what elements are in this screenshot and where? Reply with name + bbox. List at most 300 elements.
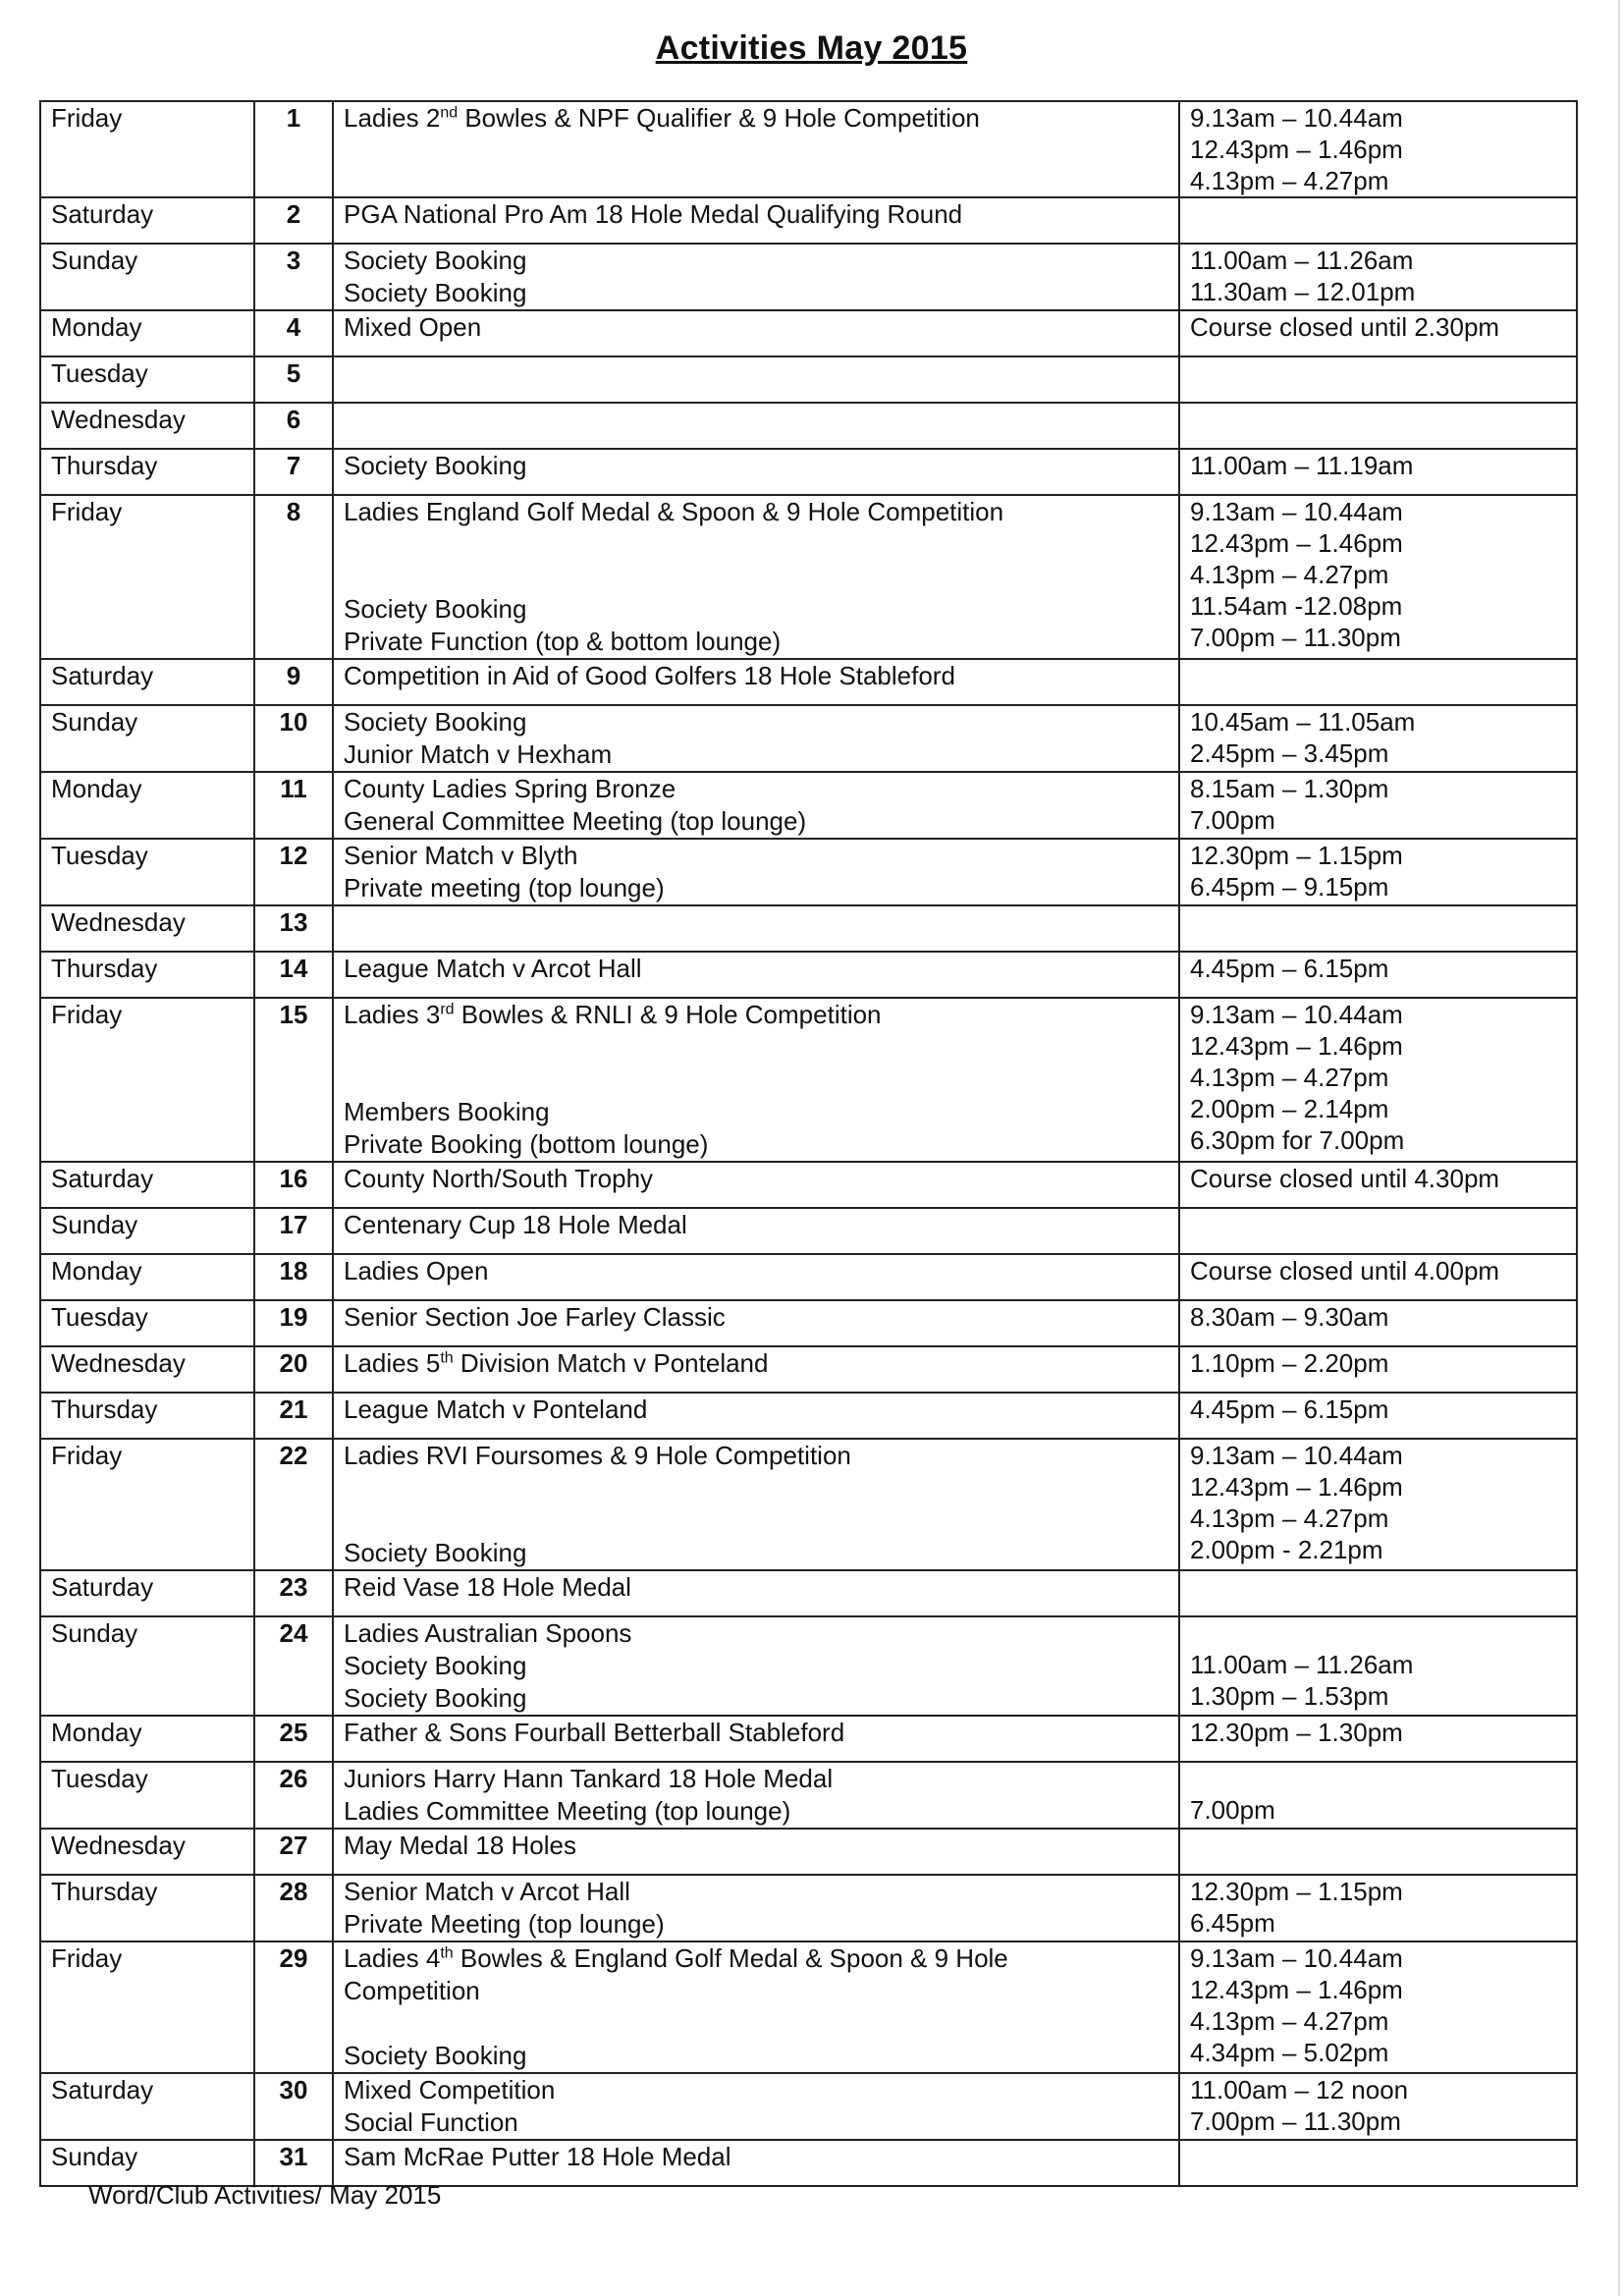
event-text: Ladies RVI Foursomes & 9 Hole Competition — [344, 1441, 851, 1470]
table-row — [40, 449, 1577, 495]
event-cell — [333, 244, 1179, 310]
day-cell: Thursday — [40, 449, 254, 495]
event-cell — [333, 952, 1179, 998]
time-line: 2.00pm – 2.14pm — [1190, 1094, 1389, 1123]
time-cell — [1179, 1300, 1577, 1346]
date-cell: 19 — [254, 1300, 333, 1346]
event-text: County Ladies Spring Bronze — [344, 774, 676, 803]
time-cell — [1179, 659, 1577, 705]
event-text: Ladies 5 — [344, 1348, 441, 1378]
time-cell — [1179, 495, 1577, 659]
time-cell — [1179, 1941, 1577, 2073]
ordinal-suffix: th — [440, 1944, 454, 1962]
event-cell — [333, 1616, 1179, 1716]
table-row — [40, 1162, 1577, 1208]
event-line — [344, 1717, 1168, 1749]
time-cell — [1179, 449, 1577, 495]
date-cell: 12 — [254, 839, 333, 905]
event-line — [344, 1876, 1168, 1908]
event-text: Junior Match v Hexham — [344, 739, 613, 769]
time-line: 4.13pm – 4.27pm — [1190, 166, 1389, 195]
table-row — [40, 403, 1577, 449]
date-cell: 28 — [254, 1875, 333, 1941]
time-line: 7.00pm — [1190, 805, 1275, 835]
time-cell — [1179, 772, 1577, 839]
day-cell: Monday — [40, 772, 254, 839]
time-line: 11.00am – 11.26am — [1190, 246, 1414, 275]
day-cell: Friday — [40, 998, 254, 1162]
event-text: Society Booking — [344, 1538, 527, 1567]
time-line: 2.00pm - 2.21pm — [1190, 1535, 1383, 1564]
time-line: 6.30pm for 7.00pm — [1190, 1125, 1405, 1155]
event-text: Private Function (top & bottom lounge) — [344, 627, 782, 656]
table-row — [40, 1254, 1577, 1300]
time-line: 8.15am – 1.30pm — [1190, 774, 1389, 803]
time-cell — [1179, 705, 1577, 772]
event-line — [344, 626, 1168, 658]
time-line: 12.30pm – 1.30pm — [1190, 1718, 1403, 1747]
day-cell: Monday — [40, 1716, 254, 1762]
date-cell: 11 — [254, 772, 333, 839]
event-cell — [333, 2073, 1179, 2140]
date-cell: 4 — [254, 310, 333, 356]
date-cell: 25 — [254, 1716, 333, 1762]
event-cell — [333, 1393, 1179, 1439]
table-row — [40, 101, 1577, 197]
day-cell: Wednesday — [40, 1829, 254, 1875]
day-cell: Friday — [40, 1941, 254, 2073]
time-cell — [1179, 101, 1577, 197]
table-row — [40, 1762, 1577, 1829]
time-line: 4.13pm – 4.27pm — [1190, 2006, 1389, 2036]
event-text: Competition in Aid of Good Golfers 18 Hole Stableford — [344, 661, 955, 690]
event-line — [344, 953, 1168, 985]
time-line: 12.43pm – 1.46pm — [1190, 135, 1403, 164]
date-cell: 17 — [254, 1208, 333, 1254]
time-cell — [1179, 1254, 1577, 1300]
time-line: 9.13am – 10.44am — [1190, 1943, 1403, 1973]
table-row — [40, 244, 1577, 310]
table-row — [40, 1346, 1577, 1393]
time-line: 12.43pm – 1.46pm — [1190, 528, 1403, 558]
event-text: League Match v Ponteland — [344, 1394, 648, 1424]
event-text: Ladies 2 — [344, 103, 441, 133]
table-row — [40, 197, 1577, 244]
event-cell — [333, 905, 1179, 952]
event-line — [344, 1031, 1168, 1064]
time-line: 1.30pm – 1.53pm — [1190, 1681, 1389, 1711]
date-cell: 26 — [254, 1762, 333, 1829]
event-text: Society Booking — [344, 246, 527, 275]
event-text: General Committee Meeting (top lounge) — [344, 806, 807, 836]
table-row — [40, 1941, 1577, 2073]
time-line: 11.00am – 12 noon — [1190, 2075, 1409, 2105]
time-cell — [1179, 839, 1577, 905]
time-line: 11.30am – 12.01pm — [1190, 277, 1416, 306]
date-cell: 29 — [254, 1941, 333, 2073]
day-cell: Tuesday — [40, 356, 254, 403]
event-text: Ladies England Golf Medal & Spoon & 9 Hole Competition — [344, 497, 1004, 526]
table-row — [40, 905, 1577, 952]
event-text: Society Booking — [344, 2041, 527, 2070]
event-line — [344, 1301, 1168, 1334]
event-line — [344, 277, 1168, 309]
time-line: 4.13pm – 4.27pm — [1190, 560, 1389, 589]
event-line — [344, 593, 1168, 626]
time-cell — [1179, 905, 1577, 952]
event-line — [344, 496, 1168, 528]
event-text: Ladies Open — [344, 1256, 489, 1285]
table-row — [40, 495, 1577, 659]
event-cell — [333, 1875, 1179, 1941]
time-line: 8.30am – 9.30am — [1190, 1302, 1389, 1332]
time-cell — [1179, 1346, 1577, 1393]
date-cell: 23 — [254, 1570, 333, 1616]
event-line — [344, 561, 1168, 593]
time-line: 4.13pm – 4.27pm — [1190, 1063, 1389, 1092]
day-cell: Tuesday — [40, 839, 254, 905]
event-cell — [333, 495, 1179, 659]
day-cell: Friday — [40, 1439, 254, 1570]
event-line — [344, 1347, 1168, 1380]
event-line — [344, 2040, 1168, 2072]
day-cell: Wednesday — [40, 403, 254, 449]
table-row — [40, 1300, 1577, 1346]
event-text: Ladies 3 — [344, 1000, 441, 1029]
event-text: Ladies Committee Meeting (top lounge) — [344, 1796, 791, 1826]
event-line — [344, 1650, 1168, 1682]
event-cell — [333, 1941, 1179, 2073]
event-text: Reid Vase 18 Hole Medal — [344, 1572, 631, 1602]
time-line — [1190, 1617, 1566, 1649]
time-line: 11.00am – 11.26am — [1190, 1650, 1414, 1679]
date-cell: 18 — [254, 1254, 333, 1300]
date-cell: 15 — [254, 998, 333, 1162]
date-cell: 27 — [254, 1829, 333, 1875]
day-cell: Sunday — [40, 1208, 254, 1254]
event-line — [344, 1682, 1168, 1715]
event-line — [344, 1064, 1168, 1096]
activities-table — [39, 100, 1578, 2187]
event-line — [344, 872, 1168, 904]
date-cell: 10 — [254, 705, 333, 772]
day-cell: Sunday — [40, 244, 254, 310]
time-cell — [1179, 197, 1577, 244]
time-cell — [1179, 1616, 1577, 1716]
event-text: Society Booking — [344, 1651, 527, 1680]
time-cell — [1179, 1393, 1577, 1439]
event-text: County North/South Trophy — [344, 1164, 654, 1193]
event-line — [344, 2007, 1168, 2040]
page-title: Activities May 2015 — [655, 29, 968, 67]
day-cell: Saturday — [40, 2073, 254, 2140]
event-text: Private meeting (top lounge) — [344, 873, 665, 902]
event-text: Society Booking — [344, 594, 527, 624]
day-cell: Thursday — [40, 1875, 254, 1941]
time-line: 12.30pm – 1.15pm — [1190, 1877, 1403, 1906]
event-text: Centenary Cup 18 Hole Medal — [344, 1210, 687, 1239]
event-line — [344, 1830, 1168, 1862]
date-cell: 14 — [254, 952, 333, 998]
event-cell — [333, 659, 1179, 705]
date-cell: 1 — [254, 101, 333, 197]
event-line — [344, 1537, 1168, 1569]
day-cell: Sunday — [40, 1616, 254, 1716]
table-row — [40, 1439, 1577, 1570]
date-cell: 21 — [254, 1393, 333, 1439]
event-line — [344, 1440, 1168, 1472]
time-line: 4.45pm – 6.15pm — [1190, 1394, 1389, 1424]
date-cell: 7 — [254, 449, 333, 495]
event-line — [344, 805, 1168, 838]
event-text-tail: Bowles & England Golf Medal & Spoon & 9 Hole — [453, 1943, 1008, 1973]
day-cell: Saturday — [40, 197, 254, 244]
day-cell: Thursday — [40, 1393, 254, 1439]
event-line — [344, 773, 1168, 805]
event-text: Society Booking — [344, 707, 527, 737]
day-cell: Sunday — [40, 2140, 254, 2186]
event-cell — [333, 1254, 1179, 1300]
day-cell: Saturday — [40, 1162, 254, 1208]
event-line — [344, 999, 1168, 1031]
day-cell: Wednesday — [40, 905, 254, 952]
event-line — [344, 102, 1168, 135]
event-text: Ladies Australian Spoons — [344, 1618, 632, 1648]
time-line: 9.13am – 10.44am — [1190, 497, 1403, 526]
event-line — [344, 2074, 1168, 2106]
table-row — [40, 356, 1577, 403]
time-line: 11.54am -12.08pm — [1190, 591, 1403, 621]
time-line: 2.45pm – 3.45pm — [1190, 738, 1389, 768]
page-edge-line — [1618, 0, 1620, 2296]
event-line — [344, 1255, 1168, 1287]
time-line: 6.45pm – 9.15pm — [1190, 872, 1389, 902]
date-cell: 22 — [254, 1439, 333, 1570]
event-text: League Match v Arcot Hall — [344, 954, 642, 983]
event-cell — [333, 772, 1179, 839]
day-cell: Friday — [40, 101, 254, 197]
time-line: 7.00pm — [1190, 1795, 1275, 1825]
time-line: 12.43pm – 1.46pm — [1190, 1472, 1403, 1502]
event-cell — [333, 1300, 1179, 1346]
event-line — [344, 1209, 1168, 1241]
date-cell: 2 — [254, 197, 333, 244]
table-row — [40, 1829, 1577, 1875]
event-text: Mixed Open — [344, 312, 482, 342]
time-cell — [1179, 1762, 1577, 1829]
table-row — [40, 839, 1577, 905]
time-line: 12.30pm – 1.15pm — [1190, 841, 1403, 870]
date-cell: 20 — [254, 1346, 333, 1393]
day-cell: Monday — [40, 1254, 254, 1300]
date-cell: 3 — [254, 244, 333, 310]
table-row — [40, 998, 1577, 1162]
event-cell — [333, 1762, 1179, 1829]
event-text-tail: Bowles & RNLI & 9 Hole Competition — [454, 1000, 882, 1029]
table-row — [40, 310, 1577, 356]
event-cell — [333, 839, 1179, 905]
event-cell — [333, 1346, 1179, 1393]
time-cell — [1179, 1829, 1577, 1875]
table-row — [40, 2073, 1577, 2140]
event-text-tail: Division Match v Ponteland — [453, 1348, 769, 1378]
event-text: Senior Match v Arcot Hall — [344, 1877, 630, 1906]
table-row — [40, 772, 1577, 839]
time-cell — [1179, 244, 1577, 310]
day-cell: Wednesday — [40, 1346, 254, 1393]
time-line: 9.13am – 10.44am — [1190, 103, 1403, 133]
footer-path: Word/Club Activities/ May 2015 — [88, 2180, 442, 2210]
event-cell — [333, 356, 1179, 403]
date-cell: 16 — [254, 1162, 333, 1208]
event-cell — [333, 310, 1179, 356]
time-cell — [1179, 1716, 1577, 1762]
table-row — [40, 2140, 1577, 2186]
event-cell — [333, 101, 1179, 197]
event-line — [344, 198, 1168, 231]
event-line — [344, 1975, 1168, 2007]
table-row — [40, 1208, 1577, 1254]
event-cell — [333, 449, 1179, 495]
day-cell: Saturday — [40, 659, 254, 705]
time-line: 1.10pm – 2.20pm — [1190, 1348, 1389, 1378]
event-cell — [333, 1162, 1179, 1208]
day-cell: Monday — [40, 310, 254, 356]
date-cell: 13 — [254, 905, 333, 952]
time-cell — [1179, 1162, 1577, 1208]
event-line — [344, 1394, 1168, 1426]
event-line — [344, 1096, 1168, 1128]
event-cell — [333, 197, 1179, 244]
time-cell — [1179, 356, 1577, 403]
event-text: PGA National Pro Am 18 Hole Medal Qualifying Round — [344, 199, 963, 229]
ordinal-suffix: th — [440, 1349, 454, 1367]
time-cell — [1179, 310, 1577, 356]
event-line — [344, 528, 1168, 561]
time-cell — [1179, 1875, 1577, 1941]
table-row — [40, 705, 1577, 772]
event-line — [344, 245, 1168, 277]
event-line — [344, 840, 1168, 872]
date-cell: 6 — [254, 403, 333, 449]
time-line: 4.13pm – 4.27pm — [1190, 1503, 1389, 1533]
event-text: Ladies 4 — [344, 1943, 441, 1973]
event-line — [344, 1617, 1168, 1650]
event-cell — [333, 705, 1179, 772]
event-line — [344, 311, 1168, 344]
event-text: Private Meeting (top lounge) — [344, 1909, 665, 1939]
day-cell: Tuesday — [40, 1300, 254, 1346]
time-line: Course closed until 4.30pm — [1190, 1164, 1500, 1193]
event-line — [344, 660, 1168, 692]
event-cell — [333, 1570, 1179, 1616]
date-cell: 5 — [254, 356, 333, 403]
time-line: Course closed until 4.00pm — [1190, 1256, 1500, 1285]
time-line: 7.00pm – 11.30pm — [1190, 2106, 1401, 2136]
time-line: 12.43pm – 1.46pm — [1190, 1031, 1403, 1061]
event-text: Members Booking — [344, 1097, 550, 1126]
event-cell — [333, 2140, 1179, 2186]
event-line — [344, 1128, 1168, 1161]
time-line: 6.45pm — [1190, 1908, 1275, 1938]
event-line — [344, 1795, 1168, 1828]
event-line — [344, 450, 1168, 482]
ordinal-suffix: nd — [440, 104, 459, 122]
time-cell — [1179, 2140, 1577, 2186]
time-line: 4.34pm – 5.02pm — [1190, 2038, 1389, 2067]
event-text: Competition — [344, 1976, 480, 2005]
day-cell: Thursday — [40, 952, 254, 998]
day-cell: Sunday — [40, 705, 254, 772]
table-row — [40, 1716, 1577, 1762]
time-cell — [1179, 998, 1577, 1162]
event-cell — [333, 1829, 1179, 1875]
event-cell — [333, 1208, 1179, 1254]
time-line: Course closed until 2.30pm — [1190, 312, 1500, 342]
event-line — [344, 738, 1168, 771]
time-cell — [1179, 403, 1577, 449]
event-line — [344, 1504, 1168, 1537]
event-text: Social Function — [344, 2107, 518, 2137]
day-cell: Friday — [40, 495, 254, 659]
event-line — [344, 1163, 1168, 1195]
event-cell — [333, 403, 1179, 449]
event-text: Society Booking — [344, 278, 527, 307]
table-row — [40, 1616, 1577, 1716]
event-text: Father & Sons Fourball Betterball Stableford — [344, 1718, 845, 1747]
table-row — [40, 1875, 1577, 1941]
table-row — [40, 952, 1577, 998]
event-text: Senior Match v Blyth — [344, 841, 578, 870]
date-cell: 24 — [254, 1616, 333, 1716]
time-cell — [1179, 1439, 1577, 1570]
time-line — [1190, 1763, 1566, 1794]
event-line — [344, 706, 1168, 738]
date-cell: 9 — [254, 659, 333, 705]
time-cell — [1179, 952, 1577, 998]
table-row — [40, 659, 1577, 705]
time-cell — [1179, 1570, 1577, 1616]
event-line — [344, 1942, 1168, 1975]
event-line — [344, 2106, 1168, 2139]
event-line — [344, 1908, 1168, 1941]
time-line: 10.45am – 11.05am — [1190, 707, 1416, 737]
event-line — [344, 1571, 1168, 1604]
event-text: Society Booking — [344, 1683, 527, 1713]
event-text: Sam McRae Putter 18 Hole Medal — [344, 2142, 731, 2171]
table-row — [40, 1570, 1577, 1616]
day-cell: Saturday — [40, 1570, 254, 1616]
time-line: 12.43pm – 1.46pm — [1190, 1975, 1403, 2004]
event-text: Juniors Harry Hann Tankard 18 Hole Medal — [344, 1764, 834, 1793]
event-text: Mixed Competition — [344, 2075, 556, 2105]
time-line: 9.13am – 10.44am — [1190, 1000, 1403, 1029]
time-cell — [1179, 1208, 1577, 1254]
event-text-tail: Bowles & NPF Qualifier & 9 Hole Competition — [458, 103, 980, 133]
day-cell: Tuesday — [40, 1762, 254, 1829]
event-text: Private Booking (bottom lounge) — [344, 1129, 709, 1159]
event-text: Society Booking — [344, 451, 527, 480]
time-line: 4.45pm – 6.15pm — [1190, 954, 1389, 983]
date-cell: 30 — [254, 2073, 333, 2140]
time-cell — [1179, 2073, 1577, 2140]
ordinal-suffix: rd — [440, 1001, 455, 1018]
time-line: 9.13am – 10.44am — [1190, 1441, 1403, 1470]
date-cell: 8 — [254, 495, 333, 659]
event-cell — [333, 1716, 1179, 1762]
time-line: 11.00am – 11.19am — [1190, 451, 1414, 480]
event-cell — [333, 998, 1179, 1162]
